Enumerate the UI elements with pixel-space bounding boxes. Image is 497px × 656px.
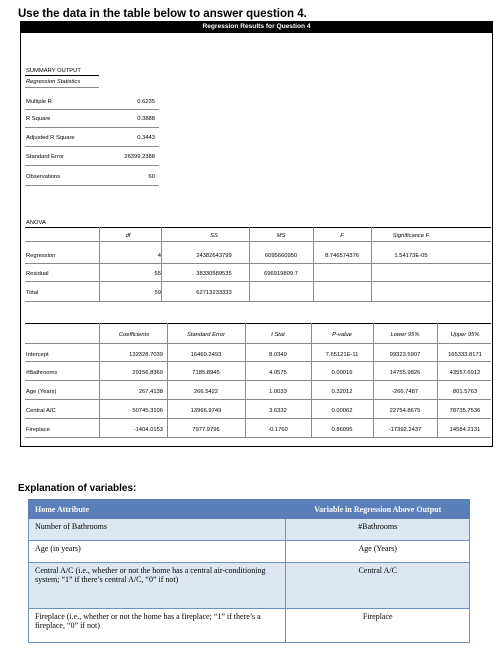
table-row [29, 519, 470, 541]
explanation-header-row [29, 500, 470, 519]
attribute-cell: Age (in years) [29, 541, 286, 563]
anova-df: 59 [154, 290, 161, 296]
coef-upper: 165333.8171 [448, 352, 482, 358]
divider [249, 227, 250, 301]
coef-value: 267.4138 [138, 389, 163, 395]
divider [25, 301, 491, 302]
coef-se: 16469.2493 [190, 352, 222, 358]
coef-tstat: 8.0349 [269, 352, 287, 358]
divider [25, 437, 491, 438]
coef-lower: -266.7487 [391, 389, 419, 395]
variable-cell: Central A/C [286, 563, 470, 609]
variable-cell: Age (Years) [286, 541, 470, 563]
question-heading: Use the data in the table below to answer question 4. [18, 8, 307, 20]
table-row [29, 609, 470, 643]
header-regression-variable: Variable in Regression Above Output [286, 500, 470, 519]
stat-label: Adjusted R Square [26, 135, 75, 141]
coef-header: Coefficients [118, 332, 150, 338]
coef-pvalue: 0.00062 [331, 408, 353, 414]
coef-row-label: #Bathrooms [26, 370, 58, 376]
stat-label: Multiple R [26, 99, 52, 105]
attribute-cell: Number of Bathrooms [29, 519, 286, 541]
explanation-table [28, 499, 470, 643]
coef-se: 13966.9749 [190, 408, 222, 414]
divider [161, 227, 162, 301]
coef-lower: -17392.2437 [388, 427, 422, 433]
anova-df: 4 [157, 253, 161, 259]
anova-ms: 6095660950 [264, 253, 298, 259]
coef-se: 7977.9796 [192, 427, 220, 433]
divider [25, 127, 159, 128]
divider [25, 263, 491, 264]
divider [437, 323, 438, 437]
coef-rule [25, 323, 491, 324]
coef-tstat: -0.1760 [268, 427, 288, 433]
anova-ss: 24382643799 [196, 253, 232, 259]
anova-header: MS [276, 233, 286, 239]
coef-header: t Stat [271, 332, 285, 338]
stat-value: 0.3888 [137, 116, 155, 122]
stat-value: 0.6235 [137, 99, 155, 105]
divider [167, 323, 168, 437]
summary-subtitle: Regression Statistics [26, 79, 81, 85]
coef-row-label: Age (Years) [26, 389, 57, 395]
anova-header: SS [210, 233, 218, 239]
divider [25, 361, 491, 362]
anova-header: F [340, 233, 344, 239]
stat-value: 26399.2388 [124, 154, 155, 160]
anova-sig: 1.54173E-05 [394, 253, 428, 259]
coef-header: Standard Error [186, 332, 226, 338]
attribute-cell: Fireplace (i.e., whether or not the home has a fireplace; “1” if there’s a fireplace, “0” if not) [29, 609, 286, 643]
anova-row-label: Total [26, 290, 39, 296]
divider [25, 418, 491, 419]
regression-banner: Regression Results for Question 4 [20, 21, 493, 33]
coef-value: 50745.3106 [132, 408, 163, 414]
anova-row-label: Regression [26, 253, 56, 259]
coef-row-label: Fireplace [26, 427, 50, 433]
attribute-cell: Central A/C (i.e., whether or not the home has a central air-conditioning system; “1” if there’s central A/C, “0” if not) [29, 563, 286, 609]
variable-cell: Fireplace [286, 609, 470, 643]
divider [25, 380, 491, 381]
divider [25, 165, 159, 166]
coef-lower: 14755.9826 [389, 370, 421, 376]
stat-value: 60 [148, 174, 155, 180]
coef-value: 29156.8369 [132, 370, 163, 376]
anova-ss: 62713233333 [196, 290, 232, 296]
header-home-attribute: Home Attribute [29, 500, 286, 519]
anova-rule [25, 227, 491, 228]
coef-value: 132328.7039 [129, 352, 163, 358]
stat-label: R Square [26, 116, 51, 122]
divider [25, 343, 491, 344]
divider [25, 146, 159, 147]
anova-title: ANOVA [26, 220, 46, 226]
divider [245, 323, 246, 437]
divider [311, 323, 312, 437]
coef-row-label: Intercept [26, 352, 49, 358]
explanation-title: Explanation of variables: [18, 483, 137, 494]
coef-upper: 801.5763 [452, 389, 478, 395]
coef-header: P-value [332, 332, 352, 338]
coef-pvalue: 7.65121E-11 [325, 352, 359, 358]
table-row [29, 541, 470, 563]
coef-header: Upper 95% [450, 332, 480, 338]
variable-cell: #Bathrooms [286, 519, 470, 541]
coef-tstat: 3.6332 [269, 408, 287, 414]
coef-se: 7185.8945 [192, 370, 220, 376]
stat-value: 0.3443 [137, 135, 155, 141]
coef-pvalue: 0.32012 [331, 389, 353, 395]
divider [25, 109, 159, 110]
coef-pvalue: 0.86095 [331, 427, 353, 433]
anova-ss: 38330589535 [196, 271, 232, 277]
coef-tstat: 4.0575 [269, 370, 287, 376]
divider [371, 227, 372, 301]
divider [313, 227, 314, 301]
summary-rule [25, 75, 99, 76]
coef-lower: 22754.8675 [389, 408, 421, 414]
anova-ms: 696919809.7 [264, 271, 298, 277]
coef-row-label: Central A/C [26, 408, 56, 414]
divider [99, 227, 100, 301]
coef-upper: 43557.6912 [449, 370, 481, 376]
coef-pvalue: 0.00016 [331, 370, 353, 376]
stat-label: Standard Error [26, 154, 65, 160]
coef-value: -1404.0153 [133, 427, 163, 433]
summary-title: SUMMARY OUTPUT [26, 68, 81, 74]
anova-row-label: Residual [26, 271, 49, 277]
divider [25, 281, 491, 282]
coef-header: Lower 95% [390, 332, 420, 338]
divider [25, 241, 491, 242]
coef-lower: 99323.5907 [389, 352, 421, 358]
table-row [29, 563, 470, 609]
divider [25, 399, 491, 400]
divider [99, 323, 100, 437]
coef-tstat: 1.0033 [269, 389, 287, 395]
divider [25, 87, 99, 88]
anova-df: 55 [154, 271, 161, 277]
stat-label: Observations [26, 174, 61, 180]
anova-f: 8.746574376 [325, 253, 359, 259]
regression-output-box [20, 33, 493, 447]
coef-upper: 78735.7536 [449, 408, 481, 414]
coef-se: 266.5422 [193, 389, 219, 395]
anova-header: df [125, 233, 131, 239]
divider [25, 185, 159, 186]
divider [373, 323, 374, 437]
anova-header: Significance F [392, 233, 430, 239]
coef-upper: 14584.2131 [449, 427, 481, 433]
